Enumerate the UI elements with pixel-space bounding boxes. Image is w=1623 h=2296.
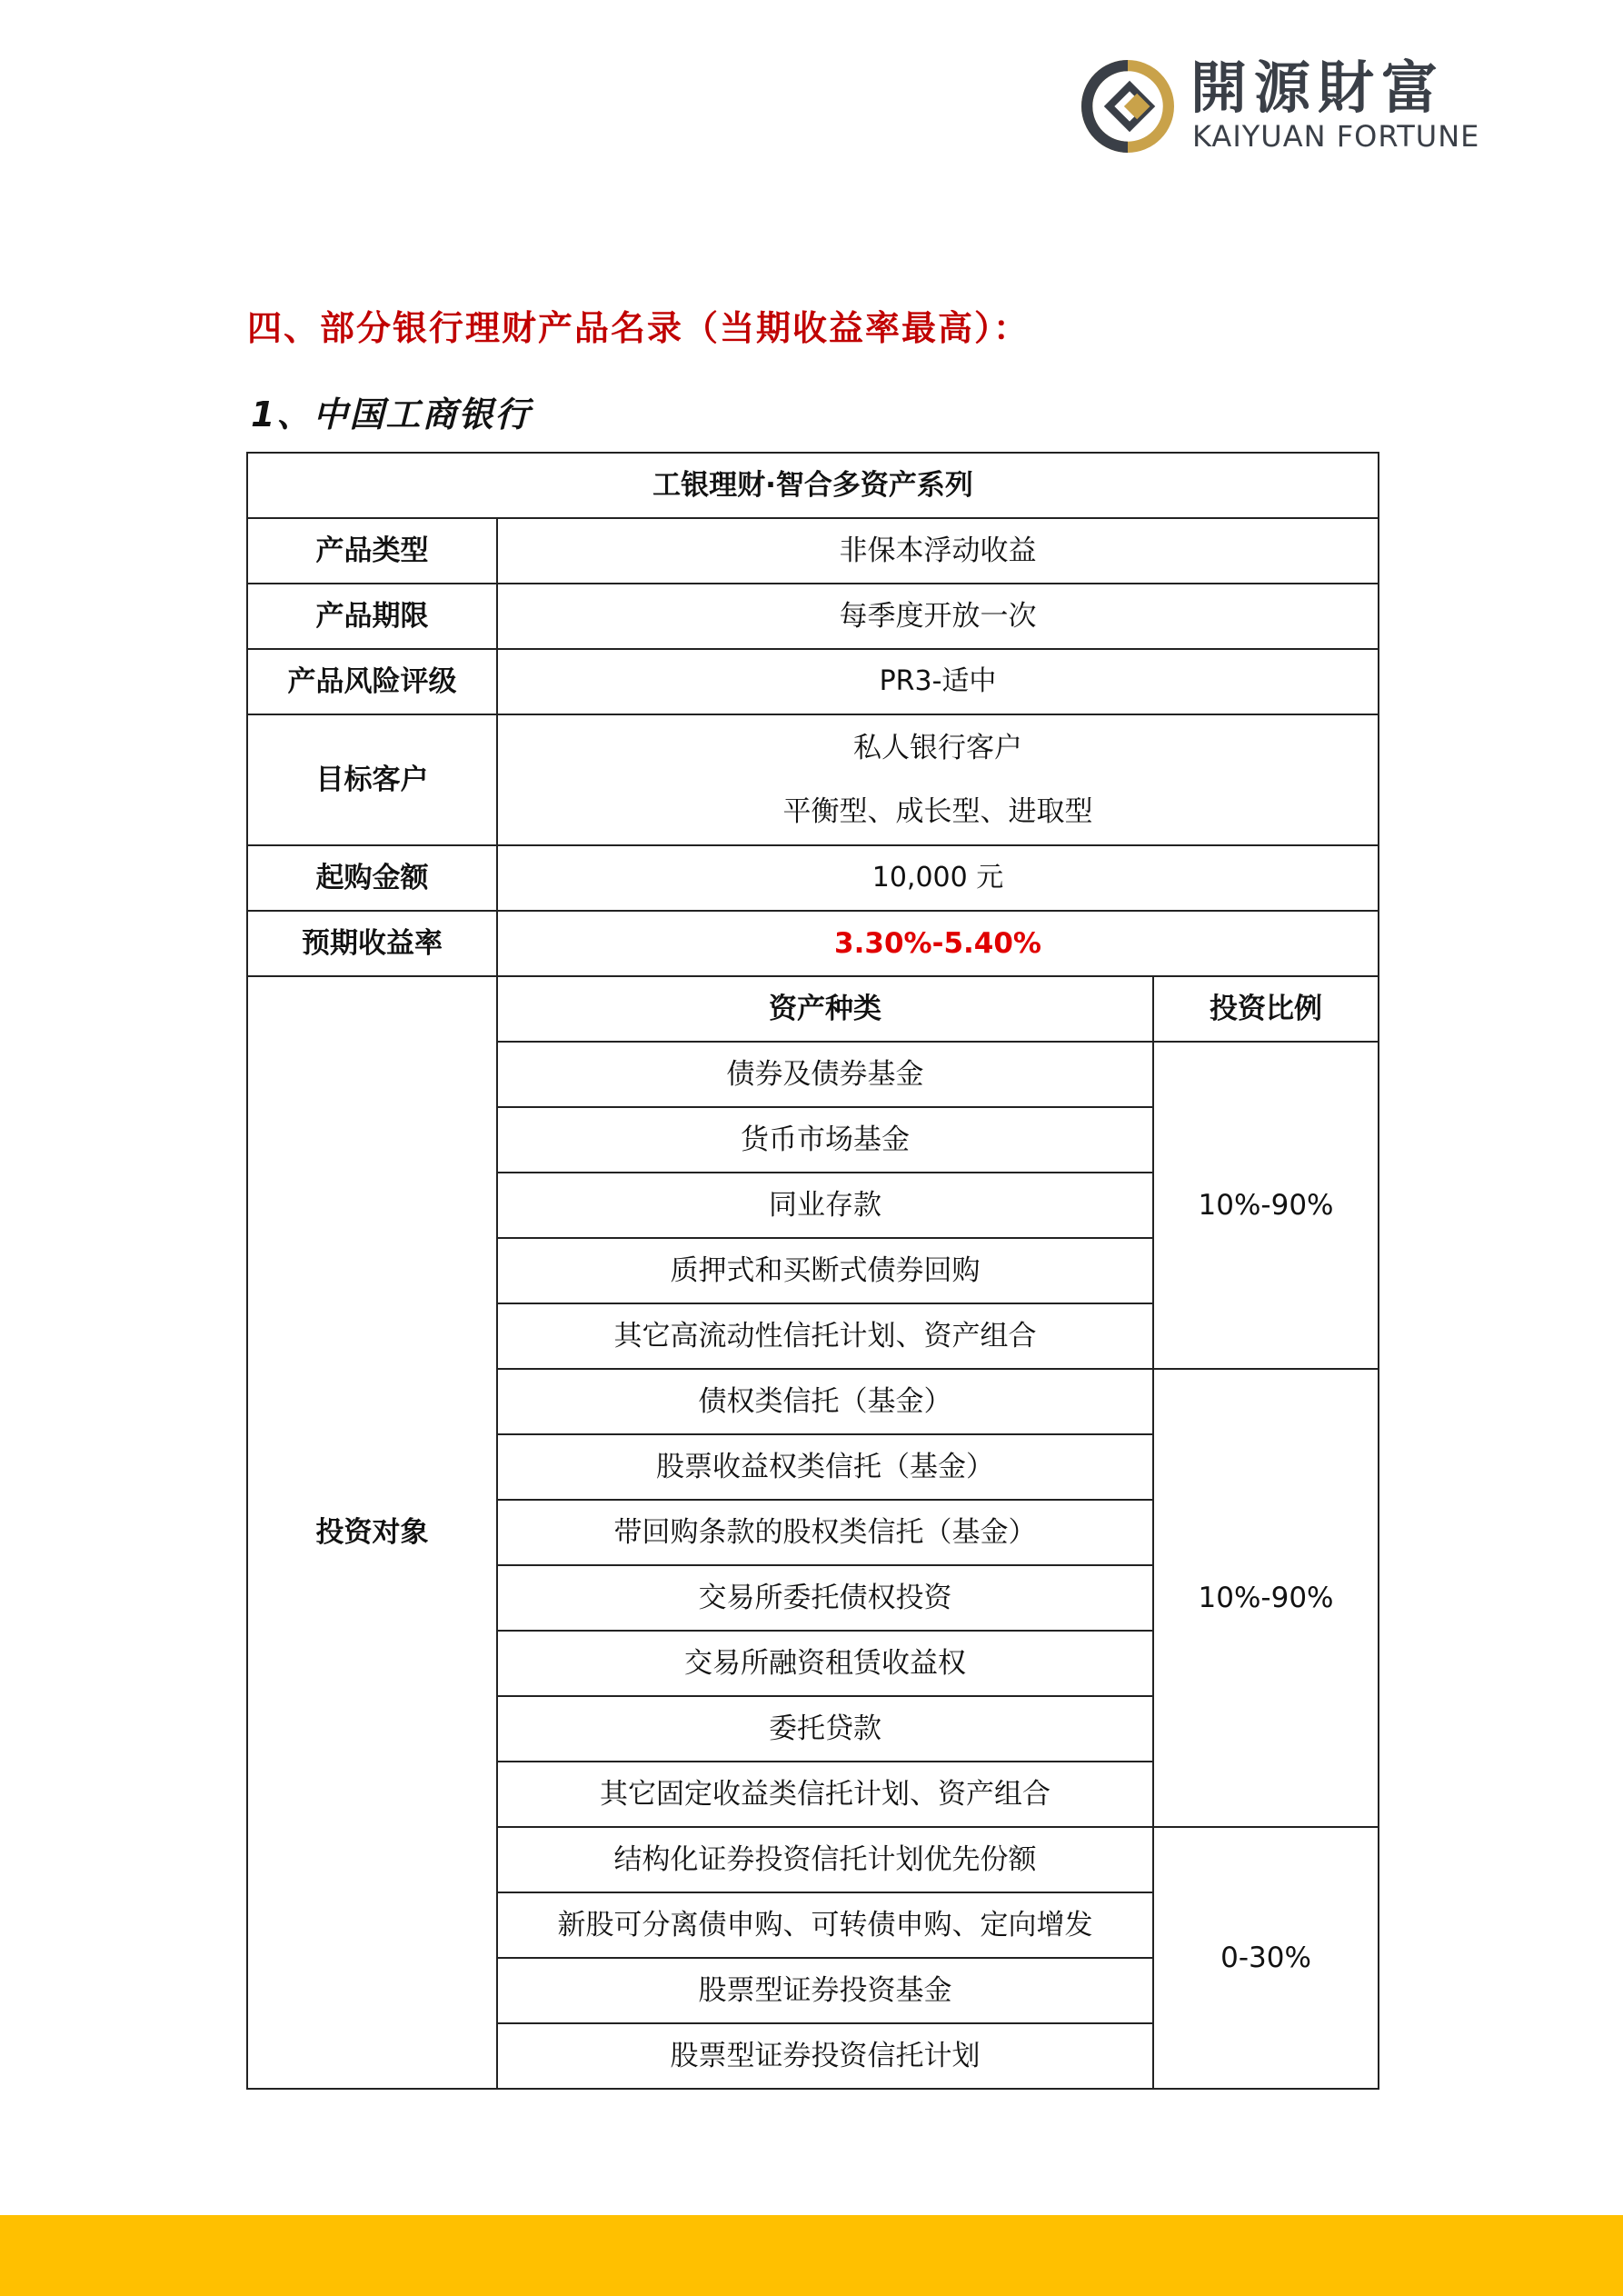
asset-item: 股票型证券投资信托计划 <box>497 2023 1153 2089</box>
asset-item: 同业存款 <box>497 1173 1153 1238</box>
table-row <box>247 911 1379 976</box>
asset-item: 债权类信托（基金） <box>497 1369 1153 1434</box>
kaiyuan-logo-mark-icon <box>1081 60 1174 153</box>
table-row <box>247 584 1379 649</box>
table-row <box>247 649 1379 714</box>
target-line-2: 平衡型、成长型、进取型 <box>782 795 1093 828</box>
asset-type-header: 资产种类 <box>497 976 1153 1042</box>
asset-item: 质押式和买断式债券回购 <box>497 1238 1153 1303</box>
asset-item: 债券及债券基金 <box>497 1042 1153 1107</box>
asset-item: 股票收益权类信托（基金） <box>497 1434 1153 1500</box>
ratio-value: 10%-90% <box>1153 1042 1379 1369</box>
table-row <box>247 714 1379 845</box>
target-label: 目标客户 <box>247 714 497 845</box>
asset-item: 货币市场基金 <box>497 1107 1153 1173</box>
asset-item: 交易所委托债权投资 <box>497 1565 1153 1631</box>
target-value <box>497 714 1379 845</box>
term-label: 产品期限 <box>247 584 497 649</box>
asset-item: 交易所融资租赁收益权 <box>497 1631 1153 1696</box>
table-row <box>247 845 1379 911</box>
ratio-header: 投资比例 <box>1153 976 1379 1042</box>
type-value: 非保本浮动收益 <box>497 518 1379 584</box>
table-row <box>247 976 1379 1042</box>
bank-subtitle: 1、中国工商银行 <box>251 394 532 434</box>
investment-label: 投资对象 <box>247 976 497 2089</box>
target-line-1: 私人银行客户 <box>853 732 1023 764</box>
asset-item: 股票型证券投资基金 <box>497 1958 1153 2023</box>
company-logo <box>1081 56 1499 156</box>
logo-name-cn: 開源財富 <box>1190 55 1446 121</box>
asset-item: 新股可分离债申购、可转债申购、定向增发 <box>497 1892 1153 1958</box>
asset-item: 结构化证券投资信托计划优先份额 <box>497 1827 1153 1892</box>
logo-name-en: KAIYUAN FORTUNE <box>1192 119 1480 154</box>
asset-item: 带回购条款的股权类信托（基金） <box>497 1500 1153 1565</box>
yield-label: 预期收益率 <box>247 911 497 976</box>
table-row <box>247 518 1379 584</box>
risk-label: 产品风险评级 <box>247 649 497 714</box>
min-amount-label: 起购金额 <box>247 845 497 911</box>
section-title: 四、部分银行理财产品名录（当期收益率最高）： <box>247 308 1031 348</box>
min-amount-value: 10,000 元 <box>497 845 1379 911</box>
yield-value: 3.30%-5.40% <box>497 911 1379 976</box>
footer-bar <box>0 2215 1623 2296</box>
table-row <box>247 453 1379 518</box>
risk-value: PR3-适中 <box>497 649 1379 714</box>
type-label: 产品类型 <box>247 518 497 584</box>
product-name: 工银理财·智合多资产系列 <box>247 453 1379 518</box>
product-table <box>246 452 1379 2090</box>
ratio-value: 0-30% <box>1153 1827 1379 2089</box>
ratio-value: 10%-90% <box>1153 1369 1379 1827</box>
term-value: 每季度开放一次 <box>497 584 1379 649</box>
asset-item: 其它高流动性信托计划、资产组合 <box>497 1303 1153 1369</box>
asset-item: 其它固定收益类信托计划、资产组合 <box>497 1762 1153 1827</box>
asset-item: 委托贷款 <box>497 1696 1153 1762</box>
